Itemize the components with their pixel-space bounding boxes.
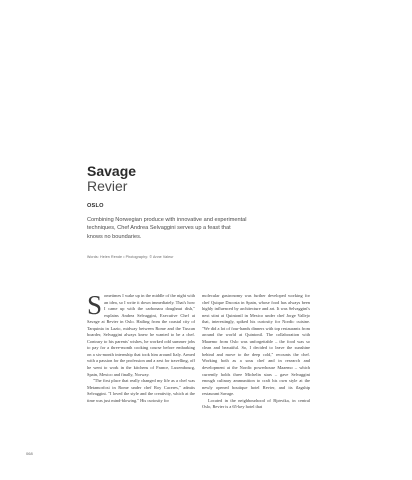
article-intro: Combining Norwegian produce with innovative and experimental techniques, Chef Andrea Selvaggini serves up a feast that knows no boundaries. (87, 217, 247, 240)
body-paragraph: "The first place that really changed my life as a chef was Metamorfosi in Rome under chef Roy Caceres," admits Selvaggini. "I loved the style and the creativity, which at the time was just mind-blowing." His curiosity for (87, 378, 195, 403)
article-subtitle: Revier (87, 178, 128, 194)
body-paragraph: molecular gastronomy was further developed working for chef Quique Dacosta in Spain, whose food has always been highly influenced by architecture and art. It was Selvaggini's next stint at Quintonil in Mexico under chef Jorge Vallejo that, interestingly, spiked his curiosity for Nordic cuisine. "We did a lot of four-hands dinners with top restaurants from around the world at Quintonil. The collaboration with Maaemo from Oslo was unforgettable – the food was so clean and beautiful. So, I decided to leave the sunshine behind and move to the deep cold," recounts the chef. Working both as a sous chef and in research and development at the Nordic powerhouse Maaemo – which currently holds three Michelin stars – gave Selvaggini enough culinary ammunition to craft his own style at the newly opened boutique hotel Revier, and its flagship restaurant Savage. (202, 293, 310, 397)
body-column-right (202, 293, 310, 411)
drop-cap: S (87, 290, 103, 320)
body-paragraph: Located in the neighbourhood of Bjørvika, in central Oslo, Revier is a 65-key hotel that (202, 397, 310, 410)
body-paragraph (87, 290, 195, 378)
body-column-left (87, 290, 195, 404)
article-title: Savage (87, 163, 137, 179)
article-location: OSLO (87, 203, 104, 209)
article-title-block (87, 164, 136, 209)
paragraph-text: ometimes I wake up in the middle of the night with an idea, so I write it down immediately. That's how I came up with the carbonara doughnut dish," explains Andrea Selvaggini, Executive Chef at Savage at Revier in Oslo. Hailing from the coastal city of Tarquinia in Lazio, midway between Rome and the Tuscan boarder, Selvaggini always knew he wanted to be a chef. Contrary to his parents' wishes, he worked odd summer jobs to pay for a three-month cooking course before embarking on a six-month internship that took him around Italy. Armed with a passion for the profession and a zest for travelling, off he went to work in the kitchens of France, Luxembourg, Spain, Mexico and finally, Norway. (87, 293, 195, 377)
page-number: 068 (26, 451, 33, 456)
article-credits: Words: Helen Rende • Photography: © Anne Valeur (87, 255, 174, 259)
